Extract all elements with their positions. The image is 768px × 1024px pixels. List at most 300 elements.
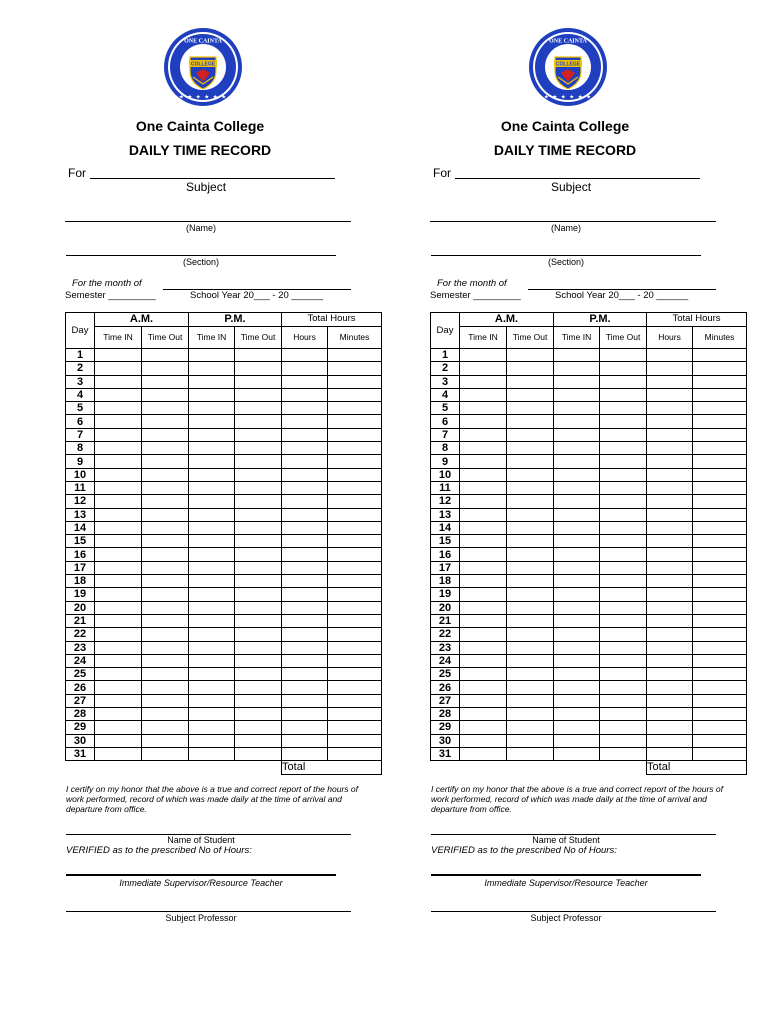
am-time-in-cell[interactable]	[460, 468, 507, 481]
pm-time-in-cell[interactable]	[554, 548, 600, 561]
am-time-out-cell[interactable]	[507, 481, 554, 494]
pm-time-in-cell[interactable]	[554, 668, 600, 681]
hours-cell[interactable]	[282, 575, 328, 588]
am-time-out-cell[interactable]	[142, 349, 189, 362]
hours-cell[interactable]	[647, 442, 693, 455]
am-time-in-cell[interactable]	[95, 402, 142, 415]
minutes-cell[interactable]	[693, 575, 747, 588]
pm-time-in-cell[interactable]	[189, 668, 235, 681]
am-time-out-cell[interactable]	[142, 402, 189, 415]
hours-cell[interactable]	[282, 548, 328, 561]
pm-time-in-cell[interactable]	[554, 362, 600, 375]
pm-time-in-cell[interactable]	[189, 468, 235, 481]
hours-cell[interactable]	[647, 415, 693, 428]
am-time-in-cell[interactable]	[95, 628, 142, 641]
hours-cell[interactable]	[647, 561, 693, 574]
pm-time-out-cell[interactable]	[600, 375, 647, 388]
am-time-out-cell[interactable]	[142, 708, 189, 721]
hours-cell[interactable]	[647, 468, 693, 481]
pm-time-out-cell[interactable]	[235, 575, 282, 588]
pm-time-out-cell[interactable]	[600, 588, 647, 601]
am-time-in-cell[interactable]	[95, 734, 142, 747]
hours-cell[interactable]	[647, 495, 693, 508]
pm-time-in-cell[interactable]	[189, 362, 235, 375]
minutes-cell[interactable]	[693, 654, 747, 667]
pm-time-out-cell[interactable]	[600, 721, 647, 734]
hours-cell[interactable]	[282, 654, 328, 667]
am-time-in-cell[interactable]	[95, 468, 142, 481]
am-time-in-cell[interactable]	[95, 521, 142, 534]
am-time-out-cell[interactable]	[507, 428, 554, 441]
hours-cell[interactable]	[282, 442, 328, 455]
am-time-out-cell[interactable]	[142, 495, 189, 508]
pm-time-out-cell[interactable]	[600, 614, 647, 627]
am-time-out-cell[interactable]	[507, 495, 554, 508]
am-time-in-cell[interactable]	[95, 349, 142, 362]
pm-time-out-cell[interactable]	[235, 388, 282, 401]
pm-time-out-cell[interactable]	[235, 721, 282, 734]
am-time-in-cell[interactable]	[95, 694, 142, 707]
am-time-out-cell[interactable]	[507, 641, 554, 654]
hours-cell[interactable]	[647, 721, 693, 734]
hours-cell[interactable]	[647, 681, 693, 694]
am-time-in-cell[interactable]	[460, 415, 507, 428]
hours-cell[interactable]	[282, 495, 328, 508]
am-time-in-cell[interactable]	[460, 521, 507, 534]
am-time-in-cell[interactable]	[95, 641, 142, 654]
school-year-label[interactable]: School Year 20___ - 20 ______	[190, 290, 324, 301]
hours-cell[interactable]	[282, 588, 328, 601]
hours-cell[interactable]	[647, 708, 693, 721]
minutes-cell[interactable]	[693, 521, 747, 534]
am-time-in-cell[interactable]	[460, 588, 507, 601]
am-time-out-cell[interactable]	[507, 508, 554, 521]
pm-time-out-cell[interactable]	[235, 548, 282, 561]
pm-time-in-cell[interactable]	[554, 641, 600, 654]
pm-time-in-cell[interactable]	[189, 654, 235, 667]
am-time-in-cell[interactable]	[460, 481, 507, 494]
minutes-cell[interactable]	[693, 708, 747, 721]
pm-time-in-cell[interactable]	[554, 428, 600, 441]
pm-time-out-cell[interactable]	[600, 468, 647, 481]
am-time-out-cell[interactable]	[507, 388, 554, 401]
pm-time-in-cell[interactable]	[189, 561, 235, 574]
hours-cell[interactable]	[282, 535, 328, 548]
am-time-in-cell[interactable]	[460, 402, 507, 415]
hours-cell[interactable]	[282, 468, 328, 481]
pm-time-out-cell[interactable]	[235, 681, 282, 694]
hours-cell[interactable]	[647, 455, 693, 468]
pm-time-out-cell[interactable]	[600, 668, 647, 681]
pm-time-in-cell[interactable]	[189, 641, 235, 654]
pm-time-out-cell[interactable]	[600, 428, 647, 441]
pm-time-in-cell[interactable]	[554, 468, 600, 481]
pm-time-out-cell[interactable]	[600, 402, 647, 415]
minutes-cell[interactable]	[693, 641, 747, 654]
am-time-in-cell[interactable]	[95, 681, 142, 694]
minutes-cell[interactable]	[693, 455, 747, 468]
hours-cell[interactable]	[282, 455, 328, 468]
am-time-in-cell[interactable]	[460, 362, 507, 375]
am-time-in-cell[interactable]	[95, 362, 142, 375]
pm-time-out-cell[interactable]	[600, 628, 647, 641]
pm-time-in-cell[interactable]	[554, 388, 600, 401]
pm-time-out-cell[interactable]	[600, 362, 647, 375]
pm-time-in-cell[interactable]	[189, 601, 235, 614]
hours-cell[interactable]	[282, 508, 328, 521]
am-time-in-cell[interactable]	[460, 628, 507, 641]
hours-cell[interactable]	[282, 402, 328, 415]
pm-time-out-cell[interactable]	[600, 694, 647, 707]
hours-cell[interactable]	[647, 548, 693, 561]
am-time-in-cell[interactable]	[460, 641, 507, 654]
am-time-out-cell[interactable]	[507, 654, 554, 667]
am-time-out-cell[interactable]	[142, 508, 189, 521]
minutes-cell[interactable]	[693, 668, 747, 681]
am-time-out-cell[interactable]	[142, 561, 189, 574]
pm-time-in-cell[interactable]	[554, 508, 600, 521]
am-time-out-cell[interactable]	[142, 601, 189, 614]
pm-time-in-cell[interactable]	[189, 694, 235, 707]
minutes-cell[interactable]	[693, 561, 747, 574]
pm-time-in-cell[interactable]	[189, 614, 235, 627]
am-time-in-cell[interactable]	[460, 375, 507, 388]
minutes-cell[interactable]	[693, 442, 747, 455]
hours-cell[interactable]	[282, 641, 328, 654]
hours-cell[interactable]	[647, 668, 693, 681]
am-time-out-cell[interactable]	[507, 521, 554, 534]
am-time-in-cell[interactable]	[460, 455, 507, 468]
am-time-in-cell[interactable]	[460, 561, 507, 574]
am-time-out-cell[interactable]	[142, 575, 189, 588]
minutes-cell[interactable]	[693, 628, 747, 641]
am-time-out-cell[interactable]	[507, 548, 554, 561]
am-time-in-cell[interactable]	[460, 575, 507, 588]
am-time-out-cell[interactable]	[507, 402, 554, 415]
am-time-in-cell[interactable]	[95, 548, 142, 561]
minutes-cell[interactable]	[693, 721, 747, 734]
pm-time-in-cell[interactable]	[189, 428, 235, 441]
pm-time-out-cell[interactable]	[600, 548, 647, 561]
section-line[interactable]	[66, 255, 336, 256]
am-time-out-cell[interactable]	[142, 694, 189, 707]
pm-time-out-cell[interactable]	[600, 747, 647, 760]
pm-time-out-cell[interactable]	[235, 349, 282, 362]
semester-label[interactable]: Semester _________	[430, 290, 521, 301]
am-time-out-cell[interactable]	[507, 455, 554, 468]
pm-time-in-cell[interactable]	[554, 442, 600, 455]
minutes-cell[interactable]	[693, 734, 747, 747]
school-year-label[interactable]: School Year 20___ - 20 ______	[555, 290, 689, 301]
pm-time-in-cell[interactable]	[189, 481, 235, 494]
pm-time-out-cell[interactable]	[235, 521, 282, 534]
pm-time-in-cell[interactable]	[554, 721, 600, 734]
pm-time-out-cell[interactable]	[600, 349, 647, 362]
am-time-out-cell[interactable]	[507, 681, 554, 694]
minutes-cell[interactable]	[693, 428, 747, 441]
pm-time-out-cell[interactable]	[600, 415, 647, 428]
pm-time-out-cell[interactable]	[600, 521, 647, 534]
semester-label[interactable]: Semester _________	[65, 290, 156, 301]
pm-time-out-cell[interactable]	[600, 641, 647, 654]
hours-cell[interactable]	[647, 747, 693, 760]
pm-time-in-cell[interactable]	[189, 521, 235, 534]
pm-time-out-cell[interactable]	[235, 641, 282, 654]
minutes-cell[interactable]	[693, 601, 747, 614]
am-time-in-cell[interactable]	[95, 654, 142, 667]
pm-time-in-cell[interactable]	[189, 734, 235, 747]
am-time-out-cell[interactable]	[142, 681, 189, 694]
pm-time-out-cell[interactable]	[235, 455, 282, 468]
am-time-in-cell[interactable]	[95, 508, 142, 521]
pm-time-out-cell[interactable]	[235, 415, 282, 428]
hours-cell[interactable]	[282, 721, 328, 734]
am-time-in-cell[interactable]	[95, 495, 142, 508]
pm-time-out-cell[interactable]	[600, 455, 647, 468]
am-time-in-cell[interactable]	[95, 535, 142, 548]
pm-time-in-cell[interactable]	[189, 628, 235, 641]
pm-time-in-cell[interactable]	[189, 548, 235, 561]
hours-cell[interactable]	[282, 628, 328, 641]
am-time-in-cell[interactable]	[95, 388, 142, 401]
hours-cell[interactable]	[282, 614, 328, 627]
am-time-in-cell[interactable]	[460, 747, 507, 760]
am-time-in-cell[interactable]	[460, 508, 507, 521]
pm-time-out-cell[interactable]	[235, 468, 282, 481]
am-time-out-cell[interactable]	[507, 614, 554, 627]
pm-time-in-cell[interactable]	[189, 375, 235, 388]
minutes-cell[interactable]	[693, 614, 747, 627]
minutes-cell[interactable]	[693, 349, 747, 362]
minutes-cell[interactable]	[693, 535, 747, 548]
am-time-in-cell[interactable]	[460, 535, 507, 548]
pm-time-in-cell[interactable]	[554, 734, 600, 747]
hours-cell[interactable]	[647, 521, 693, 534]
pm-time-in-cell[interactable]	[189, 388, 235, 401]
hours-cell[interactable]	[282, 481, 328, 494]
pm-time-in-cell[interactable]	[189, 508, 235, 521]
am-time-out-cell[interactable]	[142, 442, 189, 455]
am-time-out-cell[interactable]	[142, 734, 189, 747]
hours-cell[interactable]	[282, 601, 328, 614]
hours-cell[interactable]	[282, 734, 328, 747]
am-time-out-cell[interactable]	[507, 721, 554, 734]
subject-line[interactable]	[455, 178, 700, 179]
hours-cell[interactable]	[282, 747, 328, 760]
hours-cell[interactable]	[647, 428, 693, 441]
pm-time-out-cell[interactable]	[235, 747, 282, 760]
am-time-out-cell[interactable]	[142, 481, 189, 494]
am-time-out-cell[interactable]	[507, 575, 554, 588]
am-time-in-cell[interactable]	[460, 442, 507, 455]
am-time-in-cell[interactable]	[460, 548, 507, 561]
am-time-in-cell[interactable]	[460, 614, 507, 627]
pm-time-out-cell[interactable]	[235, 614, 282, 627]
am-time-in-cell[interactable]	[460, 495, 507, 508]
am-time-in-cell[interactable]	[460, 654, 507, 667]
pm-time-in-cell[interactable]	[189, 575, 235, 588]
am-time-out-cell[interactable]	[142, 415, 189, 428]
minutes-cell[interactable]	[693, 402, 747, 415]
am-time-out-cell[interactable]	[507, 362, 554, 375]
pm-time-in-cell[interactable]	[189, 455, 235, 468]
pm-time-out-cell[interactable]	[600, 388, 647, 401]
am-time-in-cell[interactable]	[460, 388, 507, 401]
hours-cell[interactable]	[647, 628, 693, 641]
am-time-out-cell[interactable]	[507, 601, 554, 614]
minutes-cell[interactable]	[693, 508, 747, 521]
minutes-cell[interactable]	[693, 588, 747, 601]
am-time-in-cell[interactable]	[460, 734, 507, 747]
pm-time-in-cell[interactable]	[554, 628, 600, 641]
am-time-in-cell[interactable]	[460, 668, 507, 681]
am-time-in-cell[interactable]	[95, 614, 142, 627]
pm-time-out-cell[interactable]	[600, 495, 647, 508]
hours-cell[interactable]	[282, 668, 328, 681]
hours-cell[interactable]	[282, 362, 328, 375]
am-time-out-cell[interactable]	[142, 654, 189, 667]
pm-time-in-cell[interactable]	[189, 588, 235, 601]
am-time-in-cell[interactable]	[95, 601, 142, 614]
hours-cell[interactable]	[647, 388, 693, 401]
am-time-in-cell[interactable]	[95, 455, 142, 468]
hours-cell[interactable]	[282, 349, 328, 362]
am-time-in-cell[interactable]	[95, 375, 142, 388]
minutes-cell[interactable]	[693, 681, 747, 694]
minutes-cell[interactable]	[693, 388, 747, 401]
am-time-in-cell[interactable]	[95, 481, 142, 494]
name-line[interactable]	[65, 221, 351, 222]
professor-signature-line[interactable]	[431, 911, 716, 912]
hours-cell[interactable]	[282, 428, 328, 441]
minutes-cell[interactable]	[693, 694, 747, 707]
am-time-out-cell[interactable]	[142, 375, 189, 388]
am-time-in-cell[interactable]	[460, 708, 507, 721]
hours-cell[interactable]	[647, 481, 693, 494]
am-time-out-cell[interactable]	[142, 747, 189, 760]
pm-time-out-cell[interactable]	[235, 428, 282, 441]
pm-time-out-cell[interactable]	[235, 708, 282, 721]
am-time-out-cell[interactable]	[507, 588, 554, 601]
supervisor-signature-line[interactable]	[66, 874, 336, 876]
pm-time-in-cell[interactable]	[554, 455, 600, 468]
am-time-out-cell[interactable]	[142, 588, 189, 601]
minutes-cell[interactable]	[693, 481, 747, 494]
minutes-cell[interactable]	[693, 747, 747, 760]
am-time-out-cell[interactable]	[507, 375, 554, 388]
pm-time-out-cell[interactable]	[600, 575, 647, 588]
hours-cell[interactable]	[282, 388, 328, 401]
pm-time-out-cell[interactable]	[600, 601, 647, 614]
am-time-out-cell[interactable]	[507, 708, 554, 721]
pm-time-in-cell[interactable]	[554, 588, 600, 601]
pm-time-in-cell[interactable]	[554, 481, 600, 494]
hours-cell[interactable]	[282, 521, 328, 534]
pm-time-out-cell[interactable]	[600, 442, 647, 455]
am-time-in-cell[interactable]	[95, 428, 142, 441]
am-time-out-cell[interactable]	[507, 468, 554, 481]
pm-time-in-cell[interactable]	[554, 375, 600, 388]
am-time-in-cell[interactable]	[95, 668, 142, 681]
minutes-cell[interactable]	[693, 362, 747, 375]
pm-time-in-cell[interactable]	[189, 747, 235, 760]
pm-time-out-cell[interactable]	[235, 508, 282, 521]
pm-time-in-cell[interactable]	[189, 442, 235, 455]
am-time-out-cell[interactable]	[142, 455, 189, 468]
hours-cell[interactable]	[647, 734, 693, 747]
hours-cell[interactable]	[647, 508, 693, 521]
pm-time-out-cell[interactable]	[600, 734, 647, 747]
am-time-in-cell[interactable]	[460, 428, 507, 441]
am-time-in-cell[interactable]	[460, 601, 507, 614]
hours-cell[interactable]	[282, 708, 328, 721]
pm-time-in-cell[interactable]	[189, 535, 235, 548]
am-time-out-cell[interactable]	[507, 442, 554, 455]
am-time-out-cell[interactable]	[142, 535, 189, 548]
pm-time-in-cell[interactable]	[554, 708, 600, 721]
pm-time-in-cell[interactable]	[554, 614, 600, 627]
pm-time-out-cell[interactable]	[235, 628, 282, 641]
am-time-out-cell[interactable]	[142, 548, 189, 561]
section-line[interactable]	[431, 255, 701, 256]
pm-time-in-cell[interactable]	[554, 561, 600, 574]
pm-time-out-cell[interactable]	[235, 442, 282, 455]
hours-cell[interactable]	[647, 641, 693, 654]
am-time-in-cell[interactable]	[460, 721, 507, 734]
pm-time-out-cell[interactable]	[235, 362, 282, 375]
pm-time-out-cell[interactable]	[235, 668, 282, 681]
professor-signature-line[interactable]	[66, 911, 351, 912]
hours-cell[interactable]	[647, 375, 693, 388]
pm-time-in-cell[interactable]	[554, 521, 600, 534]
am-time-out-cell[interactable]	[142, 521, 189, 534]
hours-cell[interactable]	[647, 575, 693, 588]
pm-time-out-cell[interactable]	[235, 601, 282, 614]
minutes-cell[interactable]	[693, 375, 747, 388]
am-time-in-cell[interactable]	[95, 415, 142, 428]
am-time-in-cell[interactable]	[95, 575, 142, 588]
pm-time-out-cell[interactable]	[600, 561, 647, 574]
pm-time-in-cell[interactable]	[554, 495, 600, 508]
subject-line[interactable]	[90, 178, 335, 179]
supervisor-signature-line[interactable]	[431, 874, 701, 876]
pm-time-out-cell[interactable]	[235, 481, 282, 494]
hours-cell[interactable]	[282, 681, 328, 694]
hours-cell[interactable]	[647, 362, 693, 375]
am-time-out-cell[interactable]	[142, 628, 189, 641]
pm-time-in-cell[interactable]	[189, 721, 235, 734]
hours-cell[interactable]	[282, 694, 328, 707]
minutes-cell[interactable]	[693, 415, 747, 428]
pm-time-in-cell[interactable]	[554, 694, 600, 707]
hours-cell[interactable]	[647, 601, 693, 614]
am-time-in-cell[interactable]	[95, 442, 142, 455]
pm-time-in-cell[interactable]	[189, 349, 235, 362]
hours-cell[interactable]	[647, 349, 693, 362]
pm-time-out-cell[interactable]	[235, 734, 282, 747]
name-line[interactable]	[430, 221, 716, 222]
pm-time-out-cell[interactable]	[600, 508, 647, 521]
am-time-out-cell[interactable]	[507, 561, 554, 574]
hours-cell[interactable]	[282, 415, 328, 428]
am-time-in-cell[interactable]	[460, 349, 507, 362]
am-time-in-cell[interactable]	[95, 561, 142, 574]
pm-time-out-cell[interactable]	[235, 588, 282, 601]
hours-cell[interactable]	[647, 654, 693, 667]
pm-time-out-cell[interactable]	[600, 535, 647, 548]
am-time-out-cell[interactable]	[507, 747, 554, 760]
hours-cell[interactable]	[282, 375, 328, 388]
